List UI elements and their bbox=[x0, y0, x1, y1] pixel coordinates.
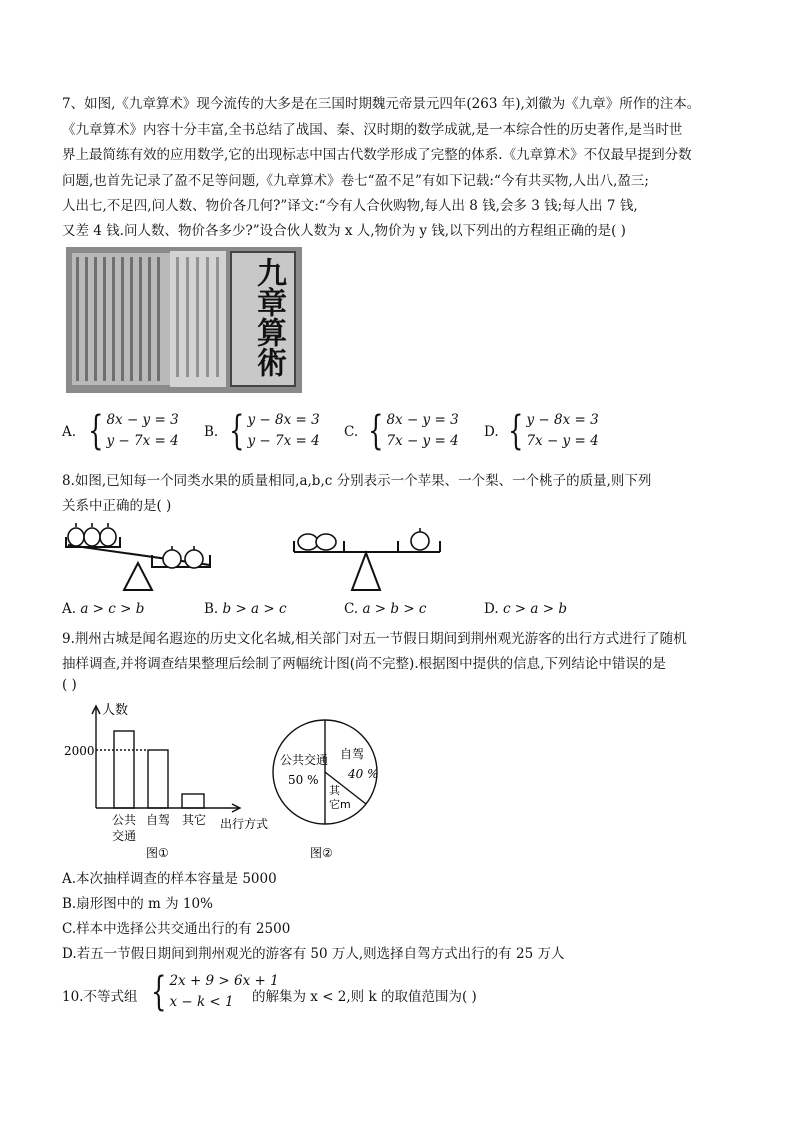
q7-line-3: 界上最简练有效的应用数学,它的出现标志中国古代数学形成了完整的体系.《九章算术》不仅最早提到分数 bbox=[62, 147, 692, 163]
q8-option-a[interactable]: A. a > c > b bbox=[62, 601, 145, 617]
q10-suffix: 的解集为 x < 2,则 k 的取值范围为( ) bbox=[252, 989, 477, 1005]
q8-option-c[interactable]: C. a > b > c bbox=[344, 601, 427, 617]
pie-chart bbox=[270, 712, 400, 862]
q8-option-d[interactable]: D. c > a > b bbox=[484, 601, 567, 617]
peach-2 bbox=[316, 534, 336, 550]
bar-ylabel: 人数 bbox=[102, 703, 129, 718]
bar-tick-2000: 2000 bbox=[64, 744, 95, 758]
apple-2 bbox=[185, 550, 203, 568]
q8-line-1: 8.如图,已知每一个同类水果的质量相同,a,b,c 分别表示一个苹果、一个梨、一个桃子的质量,则下列 bbox=[62, 473, 652, 489]
bar-cat-other: 其它 bbox=[182, 813, 207, 827]
book-title: 九章算術 bbox=[251, 257, 286, 377]
apple-3 bbox=[411, 532, 429, 550]
peach-1 bbox=[298, 534, 318, 550]
bar-xlabel: 出行方式 bbox=[220, 817, 269, 831]
q9-option-a[interactable]: A.本次抽样调查的样本容量是 5000 bbox=[62, 871, 277, 887]
q9-option-c[interactable]: C.样本中选择公共交通出行的有 2500 bbox=[62, 921, 291, 937]
q10-prefix: 10.不等式组 bbox=[62, 989, 138, 1005]
apple-1 bbox=[163, 550, 181, 568]
pear-3 bbox=[100, 528, 116, 546]
pie-label-other-a: 它m bbox=[329, 798, 351, 811]
q9-option-b[interactable]: B.扇形图中的 m 为 10% bbox=[62, 896, 213, 912]
q7-option-a-system: { 8x − y = 3 y − 7x = 4 bbox=[88, 408, 179, 454]
q9-line-3: ( ) bbox=[62, 677, 77, 693]
pie-label-self: 自驾 bbox=[340, 747, 365, 761]
q8-option-b[interactable]: B. b > a > c bbox=[204, 601, 287, 617]
q7-line-1: 7、如图,《九章算术》现今流传的大多是在三国时期魏元帝景元四年(263 年),刘徽为《九章》所作的注本。 bbox=[62, 96, 701, 112]
bar-self bbox=[148, 750, 168, 808]
q7-option-c-system: { 8x − y = 3 7x − y = 4 bbox=[368, 408, 459, 454]
q9-line-1: 9.荆州古城是闻名遐迩的历史文化名城,相关部门对五一节假日期间到荆州观光游客的出行方式进行了随机 bbox=[62, 631, 687, 647]
q10-system: { 2x + 9 > 6x + 1 x − k < 1 bbox=[151, 969, 279, 1015]
q7-line-6: 又差 4 钱.问人数、物价各多少?”设合伙人数为 x 人,物价为 y 钱,以下列出的方程组正确的是( ) bbox=[62, 223, 626, 239]
q9-line-2: 抽样调查,并将调查结果整理后绘制了两幅统计图(尚不完整).根据图中提供的信息,下列结论中错误的是 bbox=[62, 656, 666, 672]
q7-line-2: 《九章算术》内容十分丰富,全书总结了战国、秦、汉时期的数学成就,是一本综合性的历史著作,是当时世 bbox=[62, 122, 683, 138]
bar-cat-public-b: 交通 bbox=[112, 829, 137, 843]
q7-option-b[interactable]: B. bbox=[204, 424, 219, 440]
pie-label-other: 其 bbox=[329, 784, 340, 797]
q7-option-c[interactable]: C. bbox=[344, 424, 359, 440]
bar-caption: 图① bbox=[146, 846, 169, 860]
bar-other bbox=[182, 794, 204, 808]
q8-line-2: 关系中正确的是( ) bbox=[62, 498, 172, 514]
book-photo bbox=[66, 247, 302, 393]
pie-pct-public: 50 % bbox=[288, 773, 319, 787]
pie-caption: 图② bbox=[310, 846, 333, 860]
q7-option-d-system: { y − 8x = 3 7x − y = 4 bbox=[508, 408, 599, 454]
bar-public bbox=[114, 731, 134, 808]
q7-option-a[interactable]: A. bbox=[62, 424, 77, 440]
pear-1 bbox=[68, 528, 84, 546]
balance-scale-2 bbox=[288, 515, 448, 595]
pie-label-public: 公共交通 bbox=[280, 753, 329, 767]
q7-option-d[interactable]: D. bbox=[484, 424, 499, 440]
q7-option-b-system: { y − 8x = 3 y − 7x = 4 bbox=[229, 408, 320, 454]
pear-2 bbox=[84, 528, 100, 546]
pie-pct-self: 40 % bbox=[348, 767, 379, 781]
q9-option-d[interactable]: D.若五一节假日期间到荆州观光的游客有 50 万人,则选择自驾方式出行的有 25 万人 bbox=[62, 946, 565, 962]
bar-chart bbox=[62, 700, 282, 860]
bar-cat-self: 自驾 bbox=[146, 813, 171, 827]
bar-cat-public-a: 公共 bbox=[112, 813, 137, 827]
q7-line-4: 问题,也首先记录了盈不足等问题,《九章算术》卷七“盈不足”有如下记载:“今有共买物,人出八,盈三; bbox=[62, 173, 649, 189]
q7-line-5: 人出七,不足四,问人数、物价各几何?”译文:“今有人合伙购物,每人出 8 钱,会多 3 钱;每人出 7 钱, bbox=[62, 198, 638, 214]
balance-scale-1 bbox=[60, 515, 220, 595]
